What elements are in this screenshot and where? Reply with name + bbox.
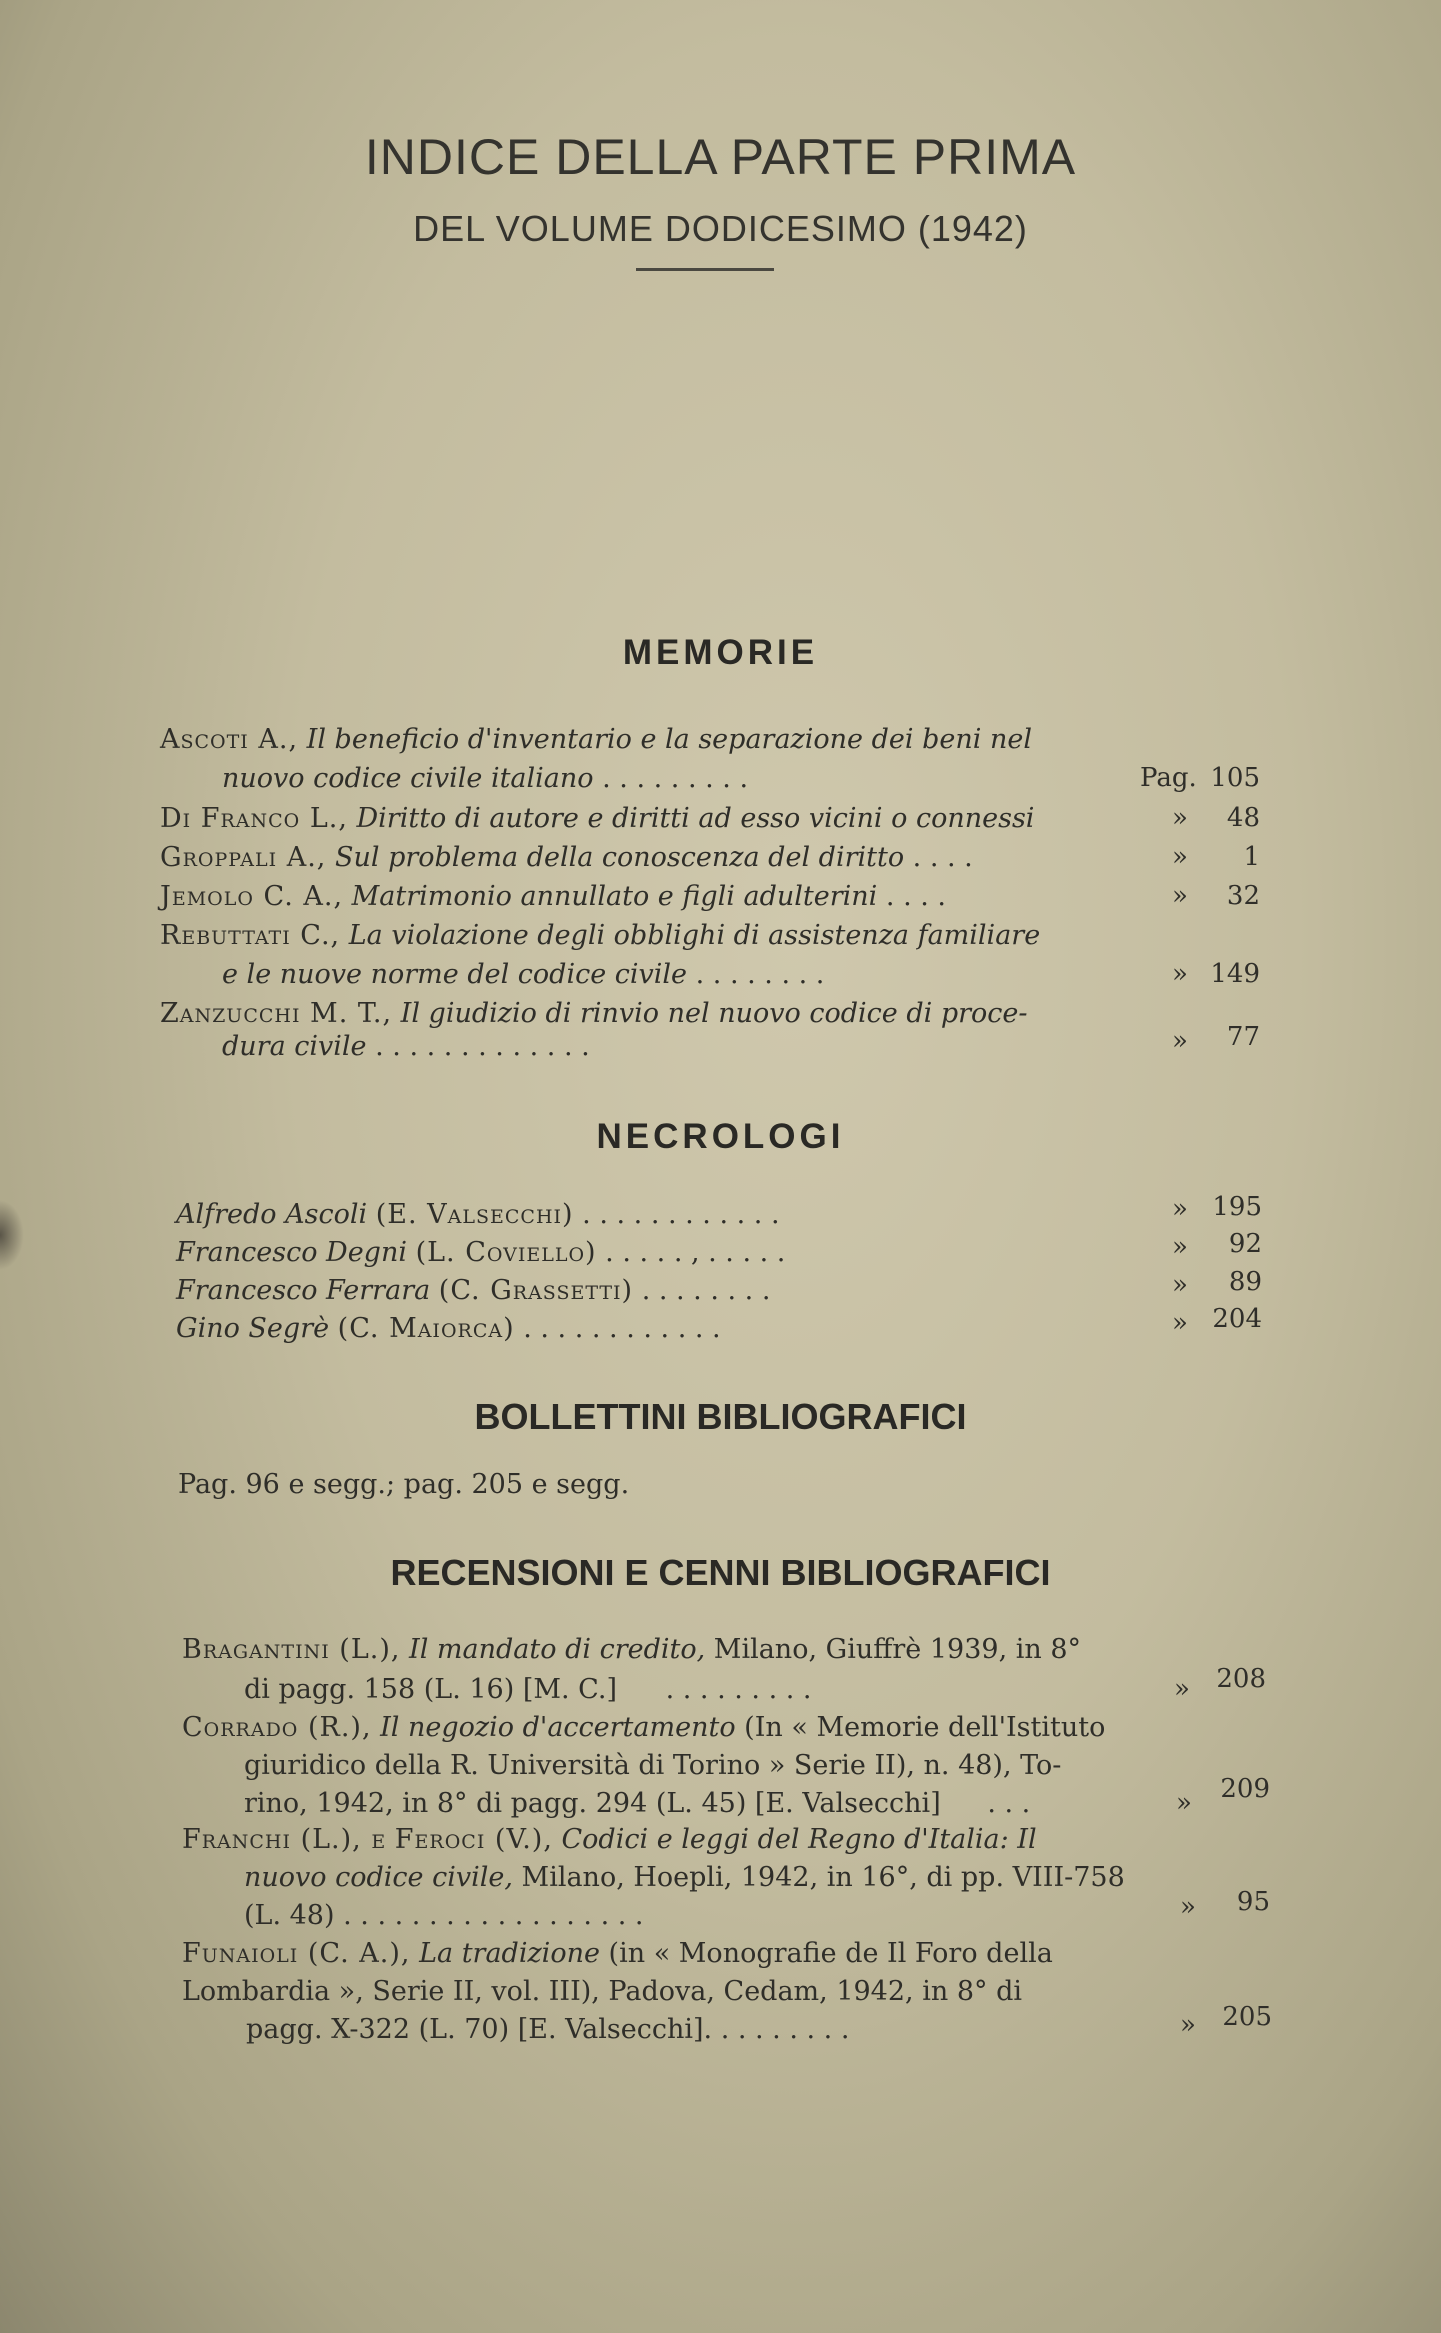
memorie-entry-2: Di Franco L., Diritto di autore e diritti ad esso vicini o connessi	[160, 803, 1035, 834]
memorie-entry-3-marker: »	[1172, 842, 1188, 872]
recensioni-entry-3-line3: (L. 48) . . . . . . . . . . . . . . . . . .	[244, 1900, 644, 1931]
memorie-entry-5-page: 149	[1210, 959, 1260, 989]
memorie-entry-1-marker: Pag.	[1140, 763, 1197, 793]
necrologi-entry-4-page: 204	[1212, 1304, 1262, 1334]
necrologi-entry-2-marker: »	[1172, 1232, 1188, 1262]
recensioni-entry-4-marker: »	[1180, 2010, 1196, 2040]
recensioni-entry-3-page: 95	[1236, 1887, 1270, 1917]
memorie-entry-5-line2: e le nuove norme del codice civile . . . . . . . .	[222, 959, 825, 990]
bollettini-text: Pag. 96 e segg.; pag. 205 e segg.	[178, 1469, 630, 1500]
section-heading-necrologi: NECROLOGI	[596, 1117, 845, 1156]
necrologi-entry-2-page: 92	[1228, 1229, 1262, 1259]
memorie-entry-1-line2: nuovo codice civile italiano . . . . . . . . .	[222, 763, 749, 794]
memorie-entry-4: Jemolo C. A., Matrimonio annullato e figli adulterini . . . .	[160, 881, 946, 912]
recensioni-entry-1-line2: di pagg. 158 (L. 16) [M. C.] . . . . . . . . .	[244, 1674, 812, 1705]
recensioni-entry-1-marker: »	[1174, 1674, 1190, 1704]
title-rule	[636, 268, 774, 271]
memorie-entry-1-line1: Ascoti A., Il beneficio d'inventario e la separazione dei beni nel	[160, 724, 1032, 755]
memorie-entry-6-line2: dura civile . . . . . . . . . . . . .	[222, 1031, 590, 1062]
recensioni-entry-2-line3: rino, 1942, in 8° di pagg. 294 (L. 45) [E. Valsecchi] . . .	[244, 1788, 1031, 1819]
section-heading-bollettini: BOLLETTINI BIBLIOGRAFICI	[474, 1396, 967, 1437]
recensioni-entry-4-line3: pagg. X-322 (L. 70) [E. Valsecchi]. . . . . . . . .	[246, 2014, 850, 2045]
section-heading-memorie: MEMORIE	[622, 633, 819, 672]
memorie-entry-2-page: 48	[1226, 803, 1260, 833]
memorie-entry-2-marker: »	[1172, 803, 1188, 833]
memorie-entry-6-line1: Zanzucchi M. T., Il giudizio di rinvio nel nuovo codice di proce-	[160, 998, 1028, 1029]
memorie-entry-3-page: 1	[1243, 842, 1260, 872]
memorie-entry-1-page: 105	[1210, 763, 1260, 793]
section-heading-recensioni: RECENSIONI E CENNI BIBLIOGRAFICI	[390, 1552, 1051, 1593]
page-stain	[0, 1200, 24, 1270]
recensioni-entry-3-marker: »	[1180, 1892, 1196, 1922]
memorie-entry-4-page: 32	[1226, 881, 1260, 911]
recensioni-entry-2-marker: »	[1176, 1788, 1192, 1818]
necrologi-entry-3: Francesco Ferrara (C. Grassetti) . . . . . . . .	[176, 1275, 771, 1306]
recensioni-entry-4-line1: Funaioli (C. A.), La tradizione (in « Monografie de Il Foro della	[182, 1938, 1053, 1969]
necrologi-entry-1-page: 195	[1212, 1192, 1262, 1222]
necrologi-entry-1-marker: »	[1172, 1194, 1188, 1224]
memorie-entry-6-page: 77	[1226, 1022, 1260, 1052]
recensioni-entry-1-page: 208	[1216, 1664, 1266, 1694]
recensioni-entry-2-line2: giuridico della R. Università di Torino » Serie II), n. 48), To-	[244, 1750, 1062, 1781]
recensioni-entry-4-line2: Lombardia », Serie II, vol. III), Padova, Cedam, 1942, in 8° di	[182, 1976, 1022, 2007]
necrologi-entry-3-marker: »	[1172, 1270, 1188, 1300]
recensioni-entry-3-line1: Franchi (L.), e Feroci (V.), Codici e leggi del Regno d'Italia: Il	[182, 1824, 1037, 1855]
page-subtitle: DEL VOLUME DODICESIMO (1942)	[413, 208, 1028, 249]
recensioni-entry-2-page: 209	[1220, 1774, 1270, 1804]
memorie-entry-4-marker: »	[1172, 881, 1188, 911]
memorie-entry-6-marker: »	[1172, 1026, 1188, 1056]
recensioni-entry-4-page: 205	[1222, 2002, 1272, 2032]
necrologi-entry-4-marker: »	[1172, 1308, 1188, 1338]
memorie-entry-3: Groppali A., Sul problema della conoscenza del diritto . . . .	[160, 842, 973, 873]
page-title: INDICE DELLA PARTE PRIMA	[364, 129, 1077, 185]
memorie-entry-5-marker: »	[1172, 959, 1188, 989]
necrologi-entry-2: Francesco Degni (L. Coviello) . . . . . , . . . . .	[176, 1237, 786, 1268]
memorie-entry-5-line1: Rebuttati C., La violazione degli obblighi di assistenza familiare	[160, 920, 1041, 951]
recensioni-entry-3-line2: nuovo codice civile, Milano, Hoepli, 1942, in 16°, di pp. VIII-758	[244, 1862, 1125, 1893]
necrologi-entry-1: Alfredo Ascoli (E. Valsecchi) . . . . . . . . . . . .	[176, 1199, 780, 1230]
necrologi-entry-4: Gino Segrè (C. Maiorca) . . . . . . . . . . . .	[176, 1313, 721, 1344]
recensioni-entry-1-line1: Bragantini (L.), Il mandato di credito, Milano, Giuffrè 1939, in 8°	[182, 1634, 1082, 1665]
recensioni-entry-2-line1: Corrado (R.), Il negozio d'accertamento (In « Memorie dell'Istituto	[182, 1712, 1106, 1743]
necrologi-entry-3-page: 89	[1228, 1267, 1262, 1297]
